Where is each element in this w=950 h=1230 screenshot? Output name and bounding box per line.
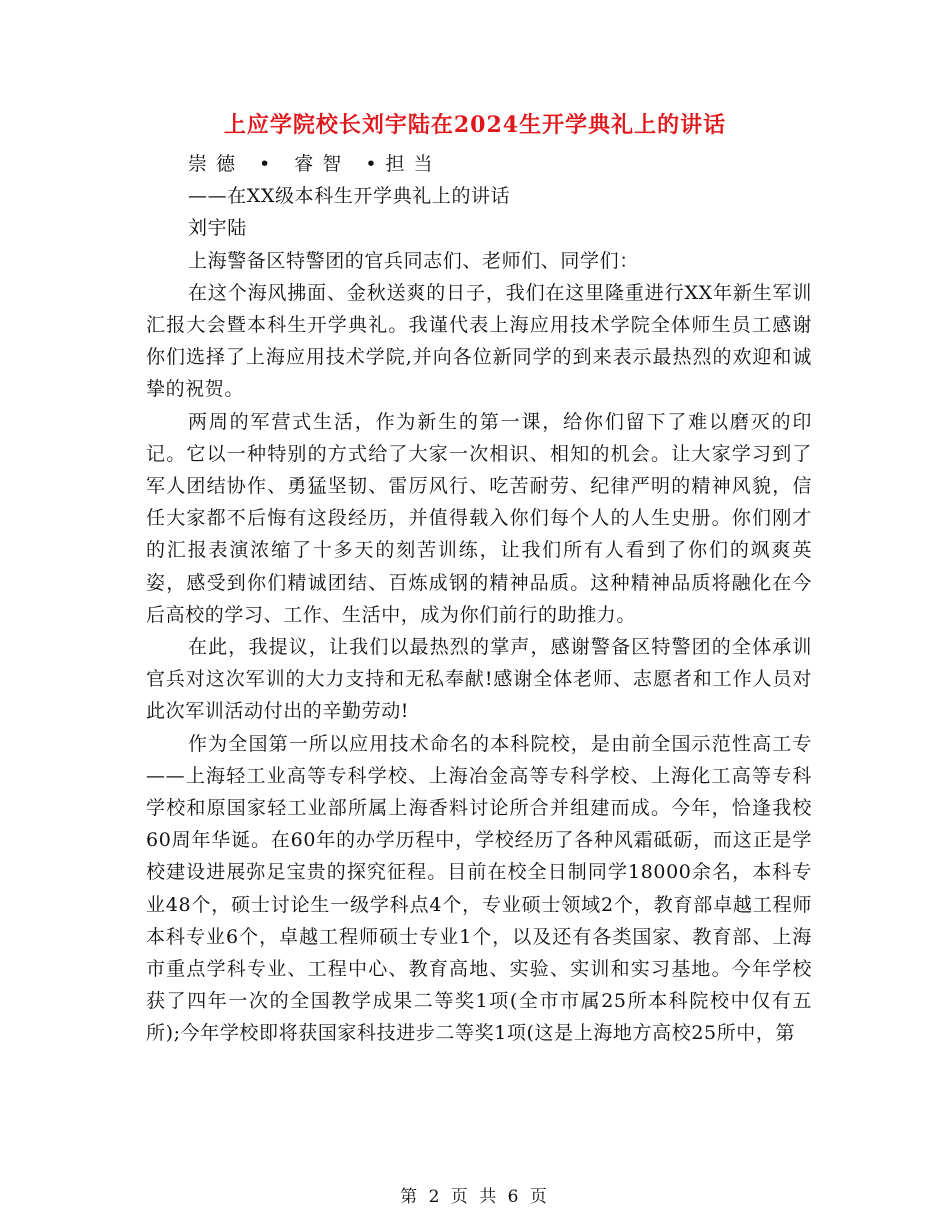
paragraph: 作为全国第一所以应用技术命名的本科院校，是由前全国示范性高工专——上海轻工业高等专科学校、上海冶金高等专科学校、上海化工高等专科学校和原国家轻工业部所属上海香料讨论所合并组建而成。今年，恰逢我校60周年华诞。在60年的办学历程中，学校经历了各种风霜砥砺，而这正是学校建设进展弥足宝贵的探究征程。目前在校全日制同学18000余名，本科专业48个，硕士讨论生一级学科点4个，专业硕士领域2个，教育部卓越工程师本科专业6个，卓越工程师硕士专业1个，以及还有各类国家、教育部、上海市重点学科专业、工程中心、教育高地、实验、实训和实习基地。今年学校获了四年一次的全国教学成果二等奖1项(全市市属25所本科院校中仅有五所);今年学校即将获国家科技进步二等奖1项(这是上海地方高校25所中，第 [146,732,812,1045]
subtitle-line: ——在XX级本科生开学典礼上的讲话 [188,185,511,208]
author-line: 刘宇陆 [188,217,247,240]
document-body [146,148,812,1050]
paragraph: 在这个海风拂面、金秋送爽的日子，我们在这里隆重进行XX年新生军训汇报大会暨本科生开学典礼。我谨代表上海应用技术学院全体师生员工感谢你们选择了上海应用技术学院,并向各位新同学的到来表示最热烈的欢迎和诚挚的祝贺。 [146,281,812,401]
salutation-line: 上海警备区特警团的官兵同志们、老师们、同学们： [188,249,639,272]
page-number-footer: 第 2 页 共 6 页 [400,1187,550,1207]
document-title: 上应学院校长刘宇陆在2024生开学典礼上的讲话 [223,112,727,138]
paragraph: 两周的军营式生活，作为新生的第一课，给你们留下了难以磨灭的印记。它以一种特别的方式给了大家一次相识、相知的机会。让大家学习到了军人团结协作、勇猛坚韧、雷厉风行、吃苦耐劳、纪律严明的精神风貌，信任大家都不后悔有这段经历，并值得载入你们每个人的人生史册。你们刚才的汇报表演浓缩了十多天的刻苦训练，让我们所有人看到了你们的飒爽英姿，感受到你们精诚团结、百炼成钢的精神品质。这种精神品质将融化在今后高校的学习、工作、生活中，成为你们前行的助推力。 [146,410,812,626]
motto-line: 崇德 • 睿智 •担当 [188,153,442,175]
paragraph: 在此，我提议，让我们以最热烈的掌声，感谢警备区特警团的全体承训官兵对这次军训的大力支持和无私奉献!感谢全体老师、志愿者和工作人员对此次军训活动付出的辛勤劳动! [146,636,812,723]
